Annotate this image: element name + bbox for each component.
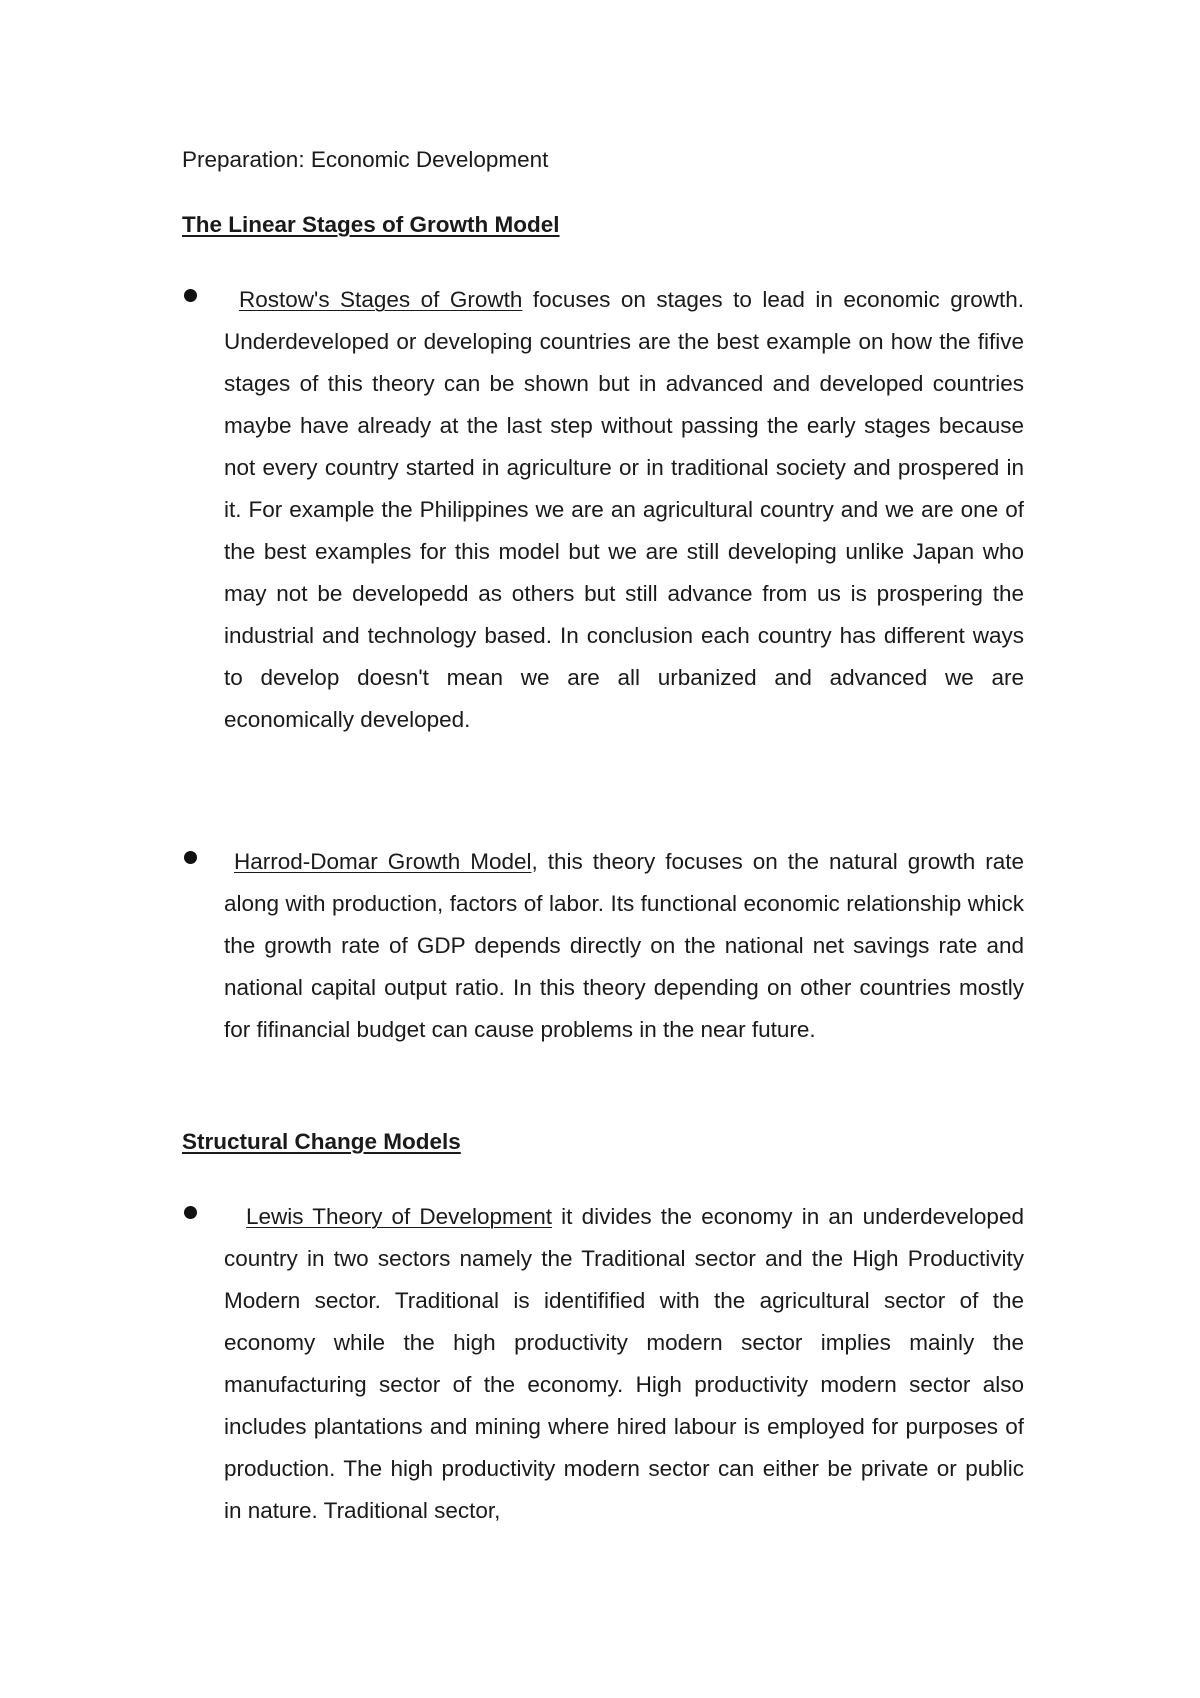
document-title: Preparation: Economic Development (182, 147, 549, 172)
body-rostow: focuses on stages to lead in economic growth. Underdeveloped or developing countries are the best example on how the fifive stages of this theory can be shown but in advanced and developed countries maybe have already at the last step without passing the early stages because not every country started in agriculture or in traditional society and prospered in it. For example the Philippines we are an agricultural country and we are one of the best examples for this model but we are still developing unlike Japan who may not be developedd as others but still advance from us is prospering the industrial and technology based. In conclusion each country has different ways to develop doesn't mean we are all urbanized and advanced we are economically developed. (224, 287, 1024, 732)
section-heading-linear-stages: The Linear Stages of Growth Model (182, 212, 560, 237)
paragraph-harrod-domar (224, 841, 1024, 1051)
body-lewis: it divides the economy in an underdeveloped country in two sectors namely the Traditional sector and the High Productivity Modern sector. Traditional is identifified with the agricultural sector of the economy while the high productivity modern sector implies mainly the manufacturing sector of the economy. High productivity modern sector also includes plantations and mining where hired labour is employed for purposes of production. The high productivity modern sector can either be private or public in nature. Traditional sector, (224, 1204, 1024, 1523)
term-rostow: Rostow's Stages of Growth (239, 287, 523, 312)
term-lewis: Lewis Theory of Development (246, 1204, 552, 1229)
section-heading-structural-change: Structural Change Models (182, 1129, 461, 1154)
term-harrod-domar: Harrod-Domar Growth Model (234, 849, 532, 874)
paragraph-lewis (224, 1196, 1024, 1532)
bullet-icon (184, 289, 197, 302)
paragraph-rostow (224, 279, 1024, 741)
body-harrod-domar: , this theory focuses on the natural growth rate along with production, factors of labor. Its functional economic relationship whick the growth rate of GDP depends directly on the national net savings rate and national capital output ratio. In this theory depending on other countries mostly for fifinancial budget can cause problems in the near future. (224, 849, 1024, 1042)
bullet-icon (184, 851, 197, 864)
bullet-icon (184, 1206, 197, 1219)
